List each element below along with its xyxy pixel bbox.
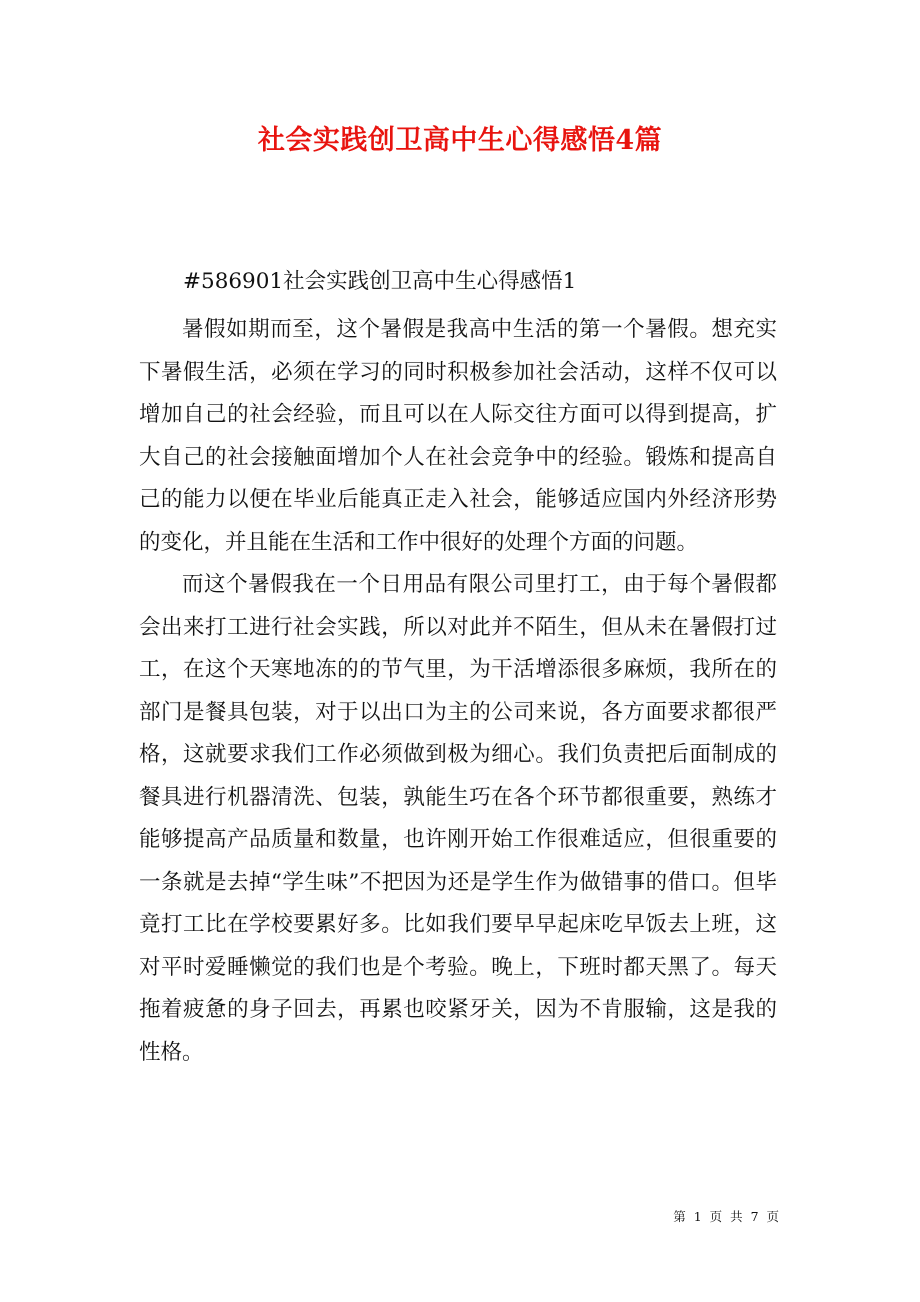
section-heading: #586901社会实践创卫高中生心得感悟1 — [183, 269, 577, 294]
document-title: 社会实践创卫高中生心得感悟4篇 — [257, 125, 663, 156]
page-number-footer: 第 1 页 共 7 页 — [673, 1209, 781, 1224]
paragraph-2: 而这个暑假我在一个日用品有限公司里打工，由于每个暑假都会出来打工进行社会实践，所以对此并不陌生，但从未在暑假打过工，在这个天寒地冻的的节气里，为干活增添很多麻烦，我所在的部门是餐具包装，对于以出口为主的公司来说，各方面要求都很严格，这就要求我们工作必须做到极为细心。我们负责把后面制成的餐具进行机器清洗、包装，孰能生巧在各个环节都很重要，熟练才能够提高产品质量和数量，也许刚开始工作很难适应，但很重要的一条就是去掉“学生味”不把因为还是学生作为做错事的借口。但毕竟打工比在学校要累好多。比如我们要早早起床吃早饭去上班，这对平时爱睡懒觉的我们也是个考验。晚上，下班时都天黑了。每天拖着疲惫的身子回去，再累也咬紧牙关，因为不肯服输，这是我的性格。 — [139, 572, 777, 1065]
paragraph-1: 暑假如期而至，这个暑假是我高中生活的第一个暑假。想充实下暑假生活，必须在学习的同时积极参加社会活动，这样不仅可以增加自己的社会经验，而且可以在人际交往方面可以得到提高，扩大自己的社会接触面增加个人在社会竞争中的经验。锻炼和提高自己的能力以便在毕业后能真正走入社会，能够适应国内外经济形势的变化，并且能在生活和工作中很好的处理个方面的问题。 — [139, 317, 777, 555]
document-body — [139, 309, 777, 1074]
